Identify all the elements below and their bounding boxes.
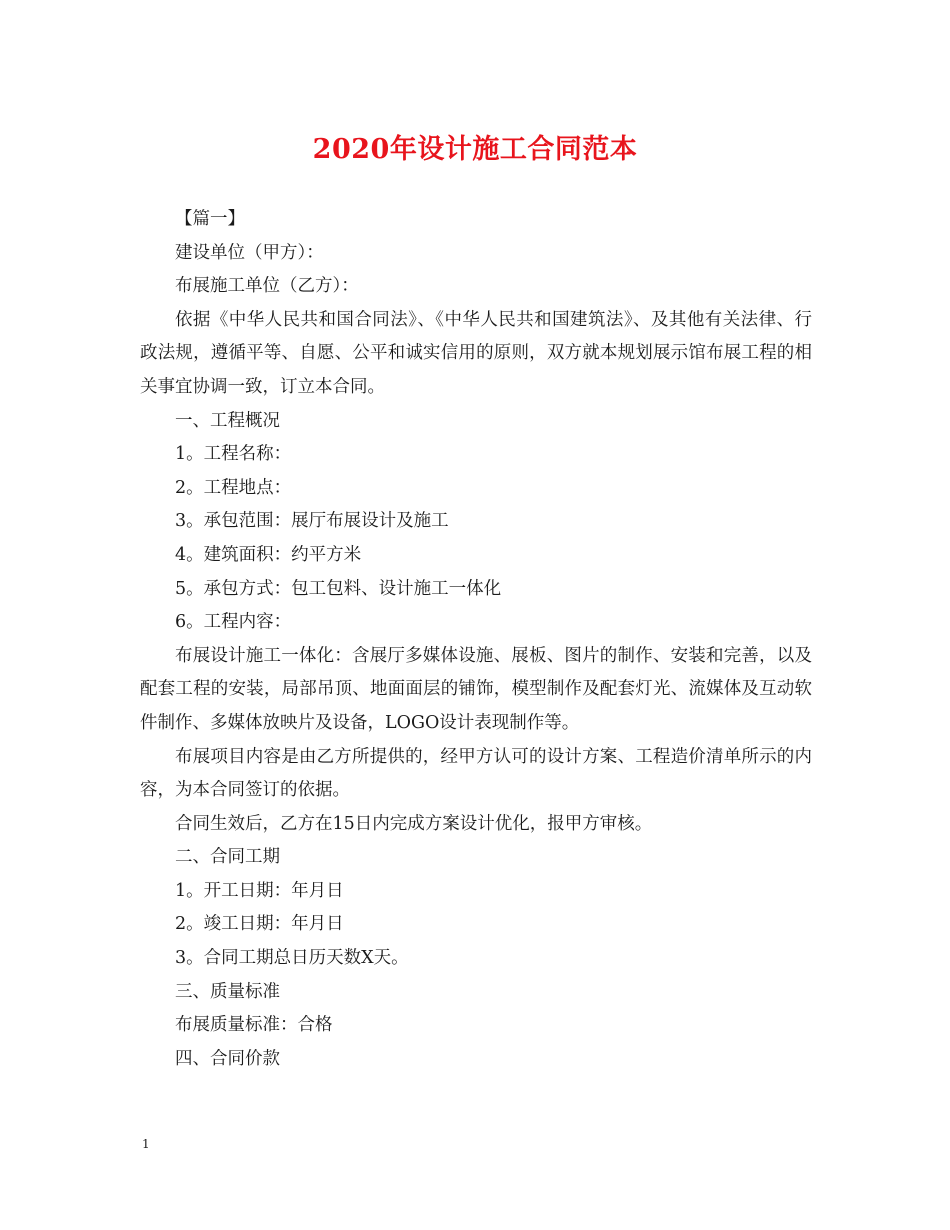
list-item-project-name: 1。工程名称：	[175, 444, 292, 465]
list-item-total-days: 3。合同工期总日历天数X天。	[175, 948, 409, 969]
design-optimization-paragraph: 合同生效后，乙方在15日内完成方案设计优化，报甲方审核。	[175, 813, 653, 834]
document-body	[140, 203, 812, 1076]
section-heading-part-one: 【篇一】	[175, 209, 245, 229]
list-item-project-location: 2。工程地点：	[175, 477, 292, 498]
list-item-contract-mode: 5。承包方式：包工包料、设计施工一体化	[175, 578, 502, 599]
page-number: 1	[142, 1137, 150, 1151]
project-content-paragraph: 布展设计施工一体化：含展厅多媒体设施、展板、图片的制作、安装和完善，以及配套工程的安装，局部吊顶、地面面层的铺饰，模型制作及配套灯光、流媒体及互动软件制作、多媒体放映片及设备，LOGO设计表现制作等。	[140, 645, 812, 733]
list-item-completion-date: 2。竣工日期：年月日	[175, 914, 344, 935]
project-basis-paragraph: 布展项目内容是由乙方所提供的，经甲方认可的设计方案、工程造价清单所示的内容，为本合同签订的依据。	[140, 746, 812, 801]
list-item-project-content: 6。工程内容：	[175, 612, 292, 633]
quality-standard-line: 布展质量标准：合格	[175, 1015, 333, 1036]
document-title: 2020年设计施工合同范本	[312, 134, 638, 165]
list-item-start-date: 1。开工日期：年月日	[175, 880, 344, 901]
section-heading-quality-standard: 三、质量标准	[175, 981, 280, 1002]
section-heading-contract-price: 四、合同价款	[175, 1048, 280, 1069]
list-item-contract-scope: 3。承包范围：展厅布展设计及施工	[175, 511, 449, 532]
preamble-paragraph: 依据《中华人民共和国合同法》、《中华人民共和国建筑法》、及其他有关法律、行政法规，遵循平等、自愿、公平和诚实信用的原则，双方就本规划展示馆布展工程的相关事宜协调一致，订立本合同。	[140, 309, 812, 397]
section-heading-contract-period: 二、合同工期	[175, 847, 280, 868]
list-item-building-area: 4。建筑面积：约平方米	[175, 544, 362, 565]
section-heading-project-overview: 一、工程概况	[175, 410, 280, 431]
party-b-line: 布展施工单位（乙方）：	[175, 276, 359, 297]
party-a-line: 建设单位（甲方）：	[175, 242, 324, 263]
